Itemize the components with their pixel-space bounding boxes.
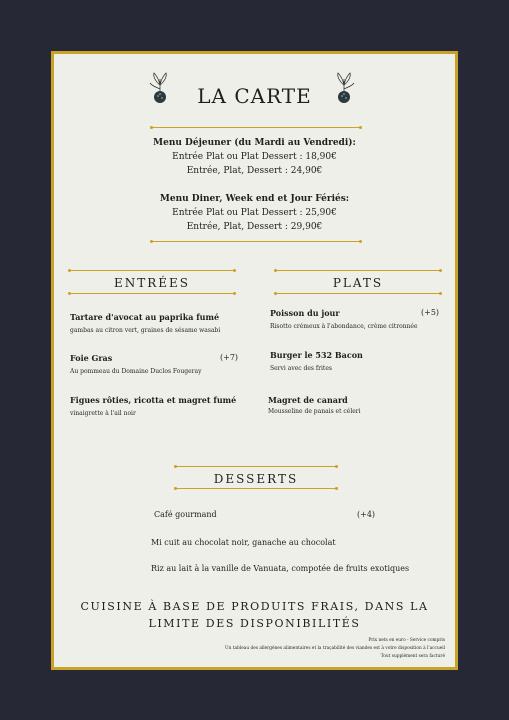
dessert-name: Mi cuit au chocolat noir, ganache au chocolat	[151, 538, 336, 547]
gold-divider	[176, 488, 336, 489]
entree-name: Tartare d'avocat au paprika fumé	[70, 312, 220, 322]
dinner-menu-line: Entrée, Plat, Dessert : 29,90€	[186, 222, 323, 232]
gold-divider	[276, 293, 440, 294]
entree-description: vinaigrette à l'ail noir	[70, 410, 136, 417]
dinner-menu-heading: Menu Diner, Week end et Jour Fériés:	[159, 194, 350, 204]
supplement-note: Tout supplément sera facturé	[380, 654, 445, 659]
gold-divider	[152, 127, 360, 128]
lunch-menu-heading: Menu Déjeuner (du Mardi au Vendredi):	[153, 138, 356, 148]
lunch-menu-line: Entrée Plat ou Plat Dessert : 18,90€	[172, 152, 337, 162]
plat-name: Burger le 532 Bacon	[270, 350, 363, 360]
gold-divider	[70, 293, 234, 294]
dessert-name: Café gourmand	[154, 510, 217, 519]
plat-description: Mousseline de panais et céleri	[268, 408, 361, 415]
dessert-name: Riz au lait à la vanille de Vanuata, compotée de fruits exotiques	[151, 564, 410, 573]
desserts-heading: DESSERTS	[213, 472, 299, 486]
entree-description: Au pommeau du Domaine Duclos Fougeray	[70, 368, 202, 375]
plat-description: Servi avec des frites	[270, 365, 332, 372]
plats-heading: PLATS	[332, 276, 384, 290]
fresh-produce-statement: LIMITE DES DISPONIBILITÉS	[148, 617, 361, 630]
gold-divider	[276, 270, 440, 271]
price-note: Prix nets en euro - Service compris	[368, 638, 445, 643]
entree-supplement: (+7)	[220, 353, 239, 362]
dessert-supplement: (+4)	[357, 510, 376, 519]
plat-name: Magret de canard	[268, 395, 348, 405]
plat-description: Risotto crémeux à l'abondance, crème citronnée	[270, 323, 418, 330]
fresh-produce-statement: CUISINE À BASE DE PRODUITS FRAIS, DANS LA	[80, 600, 429, 613]
plat-name: Poisson du jour	[270, 308, 340, 318]
entree-name: Foie Gras	[70, 353, 113, 363]
dinner-menu-line: Entrée Plat ou Plat Dessert : 25,90€	[172, 208, 337, 218]
gold-divider	[70, 270, 234, 271]
entree-description: gambas au citron vert, graines de sésame wasabi	[70, 327, 221, 334]
menu-card	[51, 51, 458, 670]
page-title: LA CARTE	[197, 84, 312, 108]
gold-divider	[176, 466, 336, 467]
allergen-note: Un tableau des allergènes alimentaires et la traçabilité des viandes est à votre disposition à l'accueil	[225, 646, 445, 651]
entrees-heading: ENTRÉES	[113, 276, 191, 290]
plat-supplement: (+5)	[421, 308, 440, 317]
lunch-menu-line: Entrée, Plat, Dessert : 24,90€	[186, 166, 323, 176]
entree-name: Figues rôties, ricotta et magret fumé	[70, 395, 237, 405]
gold-divider	[152, 241, 360, 242]
